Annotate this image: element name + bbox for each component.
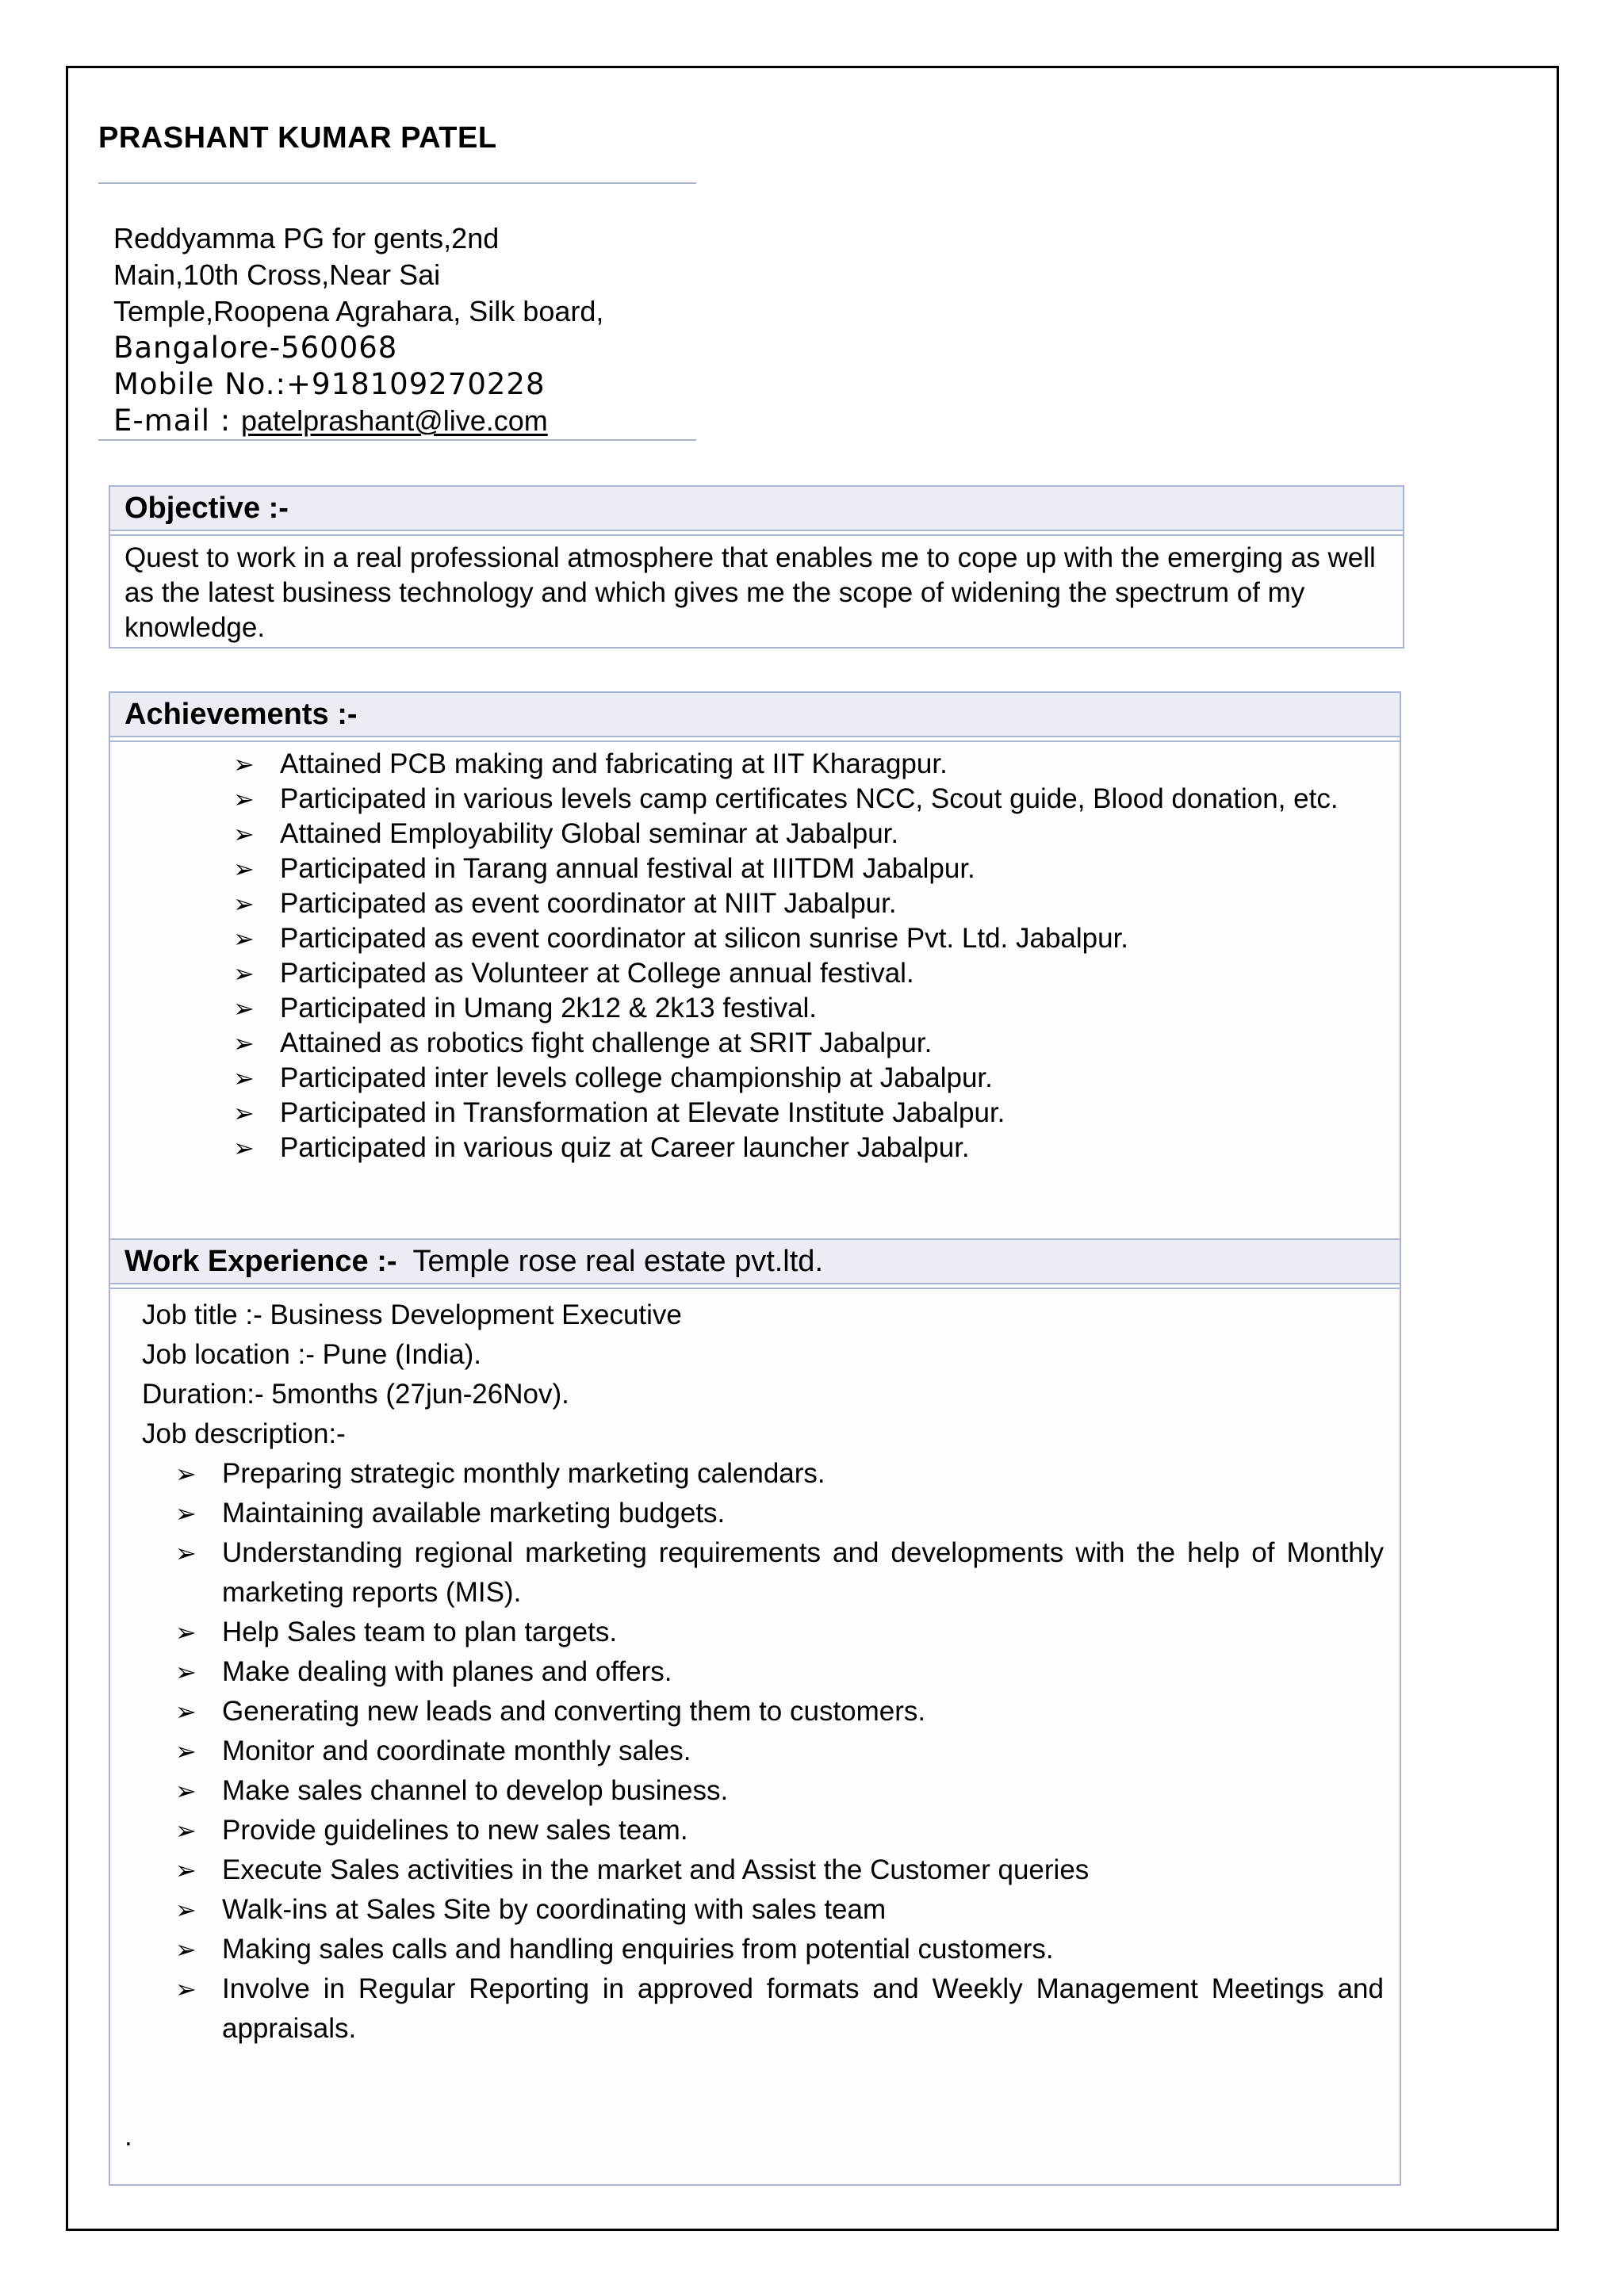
list-item: ➢ Execute Sales activities in the market and Assist the Customer queries bbox=[110, 1850, 1400, 1890]
list-item: ➢ Walk-ins at Sales Site by coordinating with sales team bbox=[110, 1890, 1400, 1930]
header-divider-bottom bbox=[98, 439, 696, 441]
address-line-4: Bangalore-560068 bbox=[113, 331, 398, 365]
list-item: ➢ Making sales calls and handling enquiries from potential customers. bbox=[110, 1930, 1400, 1969]
list-item: ➢ Attained Employability Global seminar at Jabalpur. bbox=[110, 817, 1400, 851]
address-line-3: Temple,Roopena Agrahara, Silk board, bbox=[113, 295, 604, 327]
arrow-bullet-icon: ➢ bbox=[175, 1895, 197, 1925]
list-item: ➢ Participated in various quiz at Career launcher Jabalpur. bbox=[110, 1131, 1400, 1165]
arrow-bullet-icon: ➢ bbox=[233, 1098, 255, 1128]
arrow-bullet-icon: ➢ bbox=[175, 1736, 197, 1766]
arrow-bullet-icon: ➢ bbox=[175, 1538, 197, 1568]
work-heading-label: Work Experience :- bbox=[124, 1244, 397, 1278]
arrow-bullet-icon: ➢ bbox=[233, 959, 255, 989]
arrow-bullet-icon: ➢ bbox=[233, 993, 255, 1024]
list-item: ➢ Attained PCB making and fabricating at IIT Kharagpur. bbox=[110, 747, 1400, 782]
objective-text: Quest to work in a real professional atmosphere that enables me to cope up with the emerging as well as the latest business technology and which gives me the scope of widening the spectrum of my knowledge. bbox=[110, 534, 1403, 645]
job-location: Job location :- Pune (India). bbox=[142, 1339, 482, 1370]
achievements-section bbox=[109, 691, 1401, 1238]
list-item: ➢ Maintaining available marketing budgets. bbox=[110, 1494, 1400, 1533]
contact-block bbox=[113, 220, 716, 439]
list-item: ➢ Participated in Transformation at Elevate Institute Jabalpur. bbox=[110, 1096, 1400, 1131]
work-experience-body bbox=[110, 1288, 1400, 2049]
list-item: ➢ Participated inter levels college championship at Jabalpur. bbox=[110, 1061, 1400, 1096]
arrow-bullet-icon: ➢ bbox=[233, 854, 255, 884]
list-item: ➢ Generating new leads and converting them to customers. bbox=[110, 1692, 1400, 1732]
list-item: ➢ Help Sales team to plan targets. bbox=[110, 1613, 1400, 1652]
work-experience-heading bbox=[110, 1240, 1400, 1284]
job-duties-list bbox=[110, 1454, 1400, 2049]
list-item: ➢ Participated as event coordinator at NIIT Jabalpur. bbox=[110, 886, 1400, 921]
list-item: ➢ Make dealing with planes and offers. bbox=[110, 1652, 1400, 1692]
arrow-bullet-icon: ➢ bbox=[233, 1133, 255, 1163]
arrow-bullet-icon: ➢ bbox=[233, 819, 255, 849]
address-line-2: Main,10th Cross,Near Sai bbox=[113, 258, 441, 291]
arrow-bullet-icon: ➢ bbox=[175, 1855, 197, 1885]
arrow-bullet-icon: ➢ bbox=[233, 924, 255, 954]
job-details bbox=[110, 1295, 1400, 1454]
arrow-bullet-icon: ➢ bbox=[175, 1974, 197, 2004]
list-item: ➢ Make sales channel to develop business. bbox=[110, 1771, 1400, 1811]
job-title: Job title :- Business Development Executive bbox=[142, 1299, 682, 1330]
arrow-bullet-icon: ➢ bbox=[175, 1657, 197, 1687]
job-description-label: Job description:- bbox=[142, 1418, 346, 1449]
arrow-bullet-icon: ➢ bbox=[233, 1028, 255, 1058]
list-item: ➢ Participated in Umang 2k12 & 2k13 festival. bbox=[110, 991, 1400, 1026]
achievements-body bbox=[110, 740, 1400, 1232]
arrow-bullet-icon: ➢ bbox=[175, 1934, 197, 1965]
email-label: E-mail : bbox=[113, 404, 241, 438]
list-item: ➢ Participated as Volunteer at College annual festival. bbox=[110, 956, 1400, 991]
arrow-bullet-icon: ➢ bbox=[175, 1697, 197, 1727]
email-line bbox=[113, 403, 716, 439]
list-item: ➢ Understanding regional marketing requirements and developments with the help of Monthly marketing reports (MIS). bbox=[110, 1533, 1400, 1613]
achievements-heading: Achievements :- bbox=[110, 693, 1400, 737]
address-line-1: Reddyamma PG for gents,2nd bbox=[113, 222, 500, 254]
company-name: Temple rose real estate pvt.ltd. bbox=[412, 1244, 824, 1278]
arrow-bullet-icon: ➢ bbox=[175, 1776, 197, 1806]
header-divider-top bbox=[98, 182, 696, 184]
candidate-name: PRASHANT KUMAR PATEL bbox=[98, 121, 497, 155]
email-link[interactable]: patelprashant@live.com bbox=[241, 404, 548, 437]
mobile-number: Mobile No.:+918109270228 bbox=[113, 367, 546, 401]
list-item: ➢ Participated as event coordinator at silicon sunrise Pvt. Ltd. Jabalpur. bbox=[110, 921, 1400, 956]
list-item: ➢ Involve in Regular Reporting in approved formats and Weekly Management Meetings and appraisals. bbox=[110, 1969, 1400, 2049]
list-item: ➢ Participated in various levels camp certificates NCC, Scout guide, Blood donation, etc. bbox=[110, 782, 1400, 817]
arrow-bullet-icon: ➢ bbox=[175, 1617, 197, 1647]
objective-section bbox=[109, 485, 1404, 649]
objective-heading: Objective :- bbox=[110, 487, 1403, 531]
arrow-bullet-icon: ➢ bbox=[233, 784, 255, 814]
work-experience-section bbox=[109, 1238, 1401, 2186]
list-item: ➢ Preparing strategic monthly marketing calendars. bbox=[110, 1454, 1400, 1494]
arrow-bullet-icon: ➢ bbox=[233, 1063, 255, 1093]
arrow-bullet-icon: ➢ bbox=[233, 889, 255, 919]
arrow-bullet-icon: ➢ bbox=[233, 749, 255, 779]
arrow-bullet-icon: ➢ bbox=[175, 1498, 197, 1529]
list-item: ➢ Attained as robotics fight challenge at SRIT Jabalpur. bbox=[110, 1026, 1400, 1061]
arrow-bullet-icon: ➢ bbox=[175, 1459, 197, 1489]
trailing-mark: . bbox=[124, 2121, 132, 2152]
list-item: ➢ Monitor and coordinate monthly sales. bbox=[110, 1732, 1400, 1771]
job-duration: Duration:- 5months (27jun-26Nov). bbox=[142, 1379, 569, 1410]
list-item: ➢ Participated in Tarang annual festival at IIITDM Jabalpur. bbox=[110, 851, 1400, 886]
arrow-bullet-icon: ➢ bbox=[175, 1816, 197, 1846]
list-item: ➢ Provide guidelines to new sales team. bbox=[110, 1811, 1400, 1850]
achievements-list bbox=[110, 742, 1400, 1165]
